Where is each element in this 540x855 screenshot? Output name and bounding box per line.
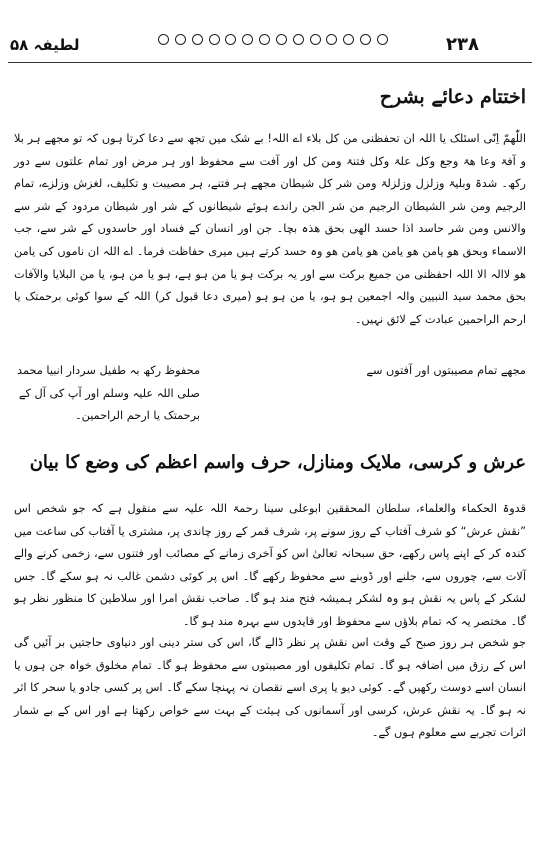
paragraph-dua: [0, 128, 540, 376]
running-title: لطیفہ ۵۸: [10, 36, 80, 54]
section-heading: عرش و کرسی، ملایک ومنازل، حرف واسم اعظم کی وضع کا بیان: [29, 452, 526, 473]
paragraph-text: جو شخص ہر روز صبح کے وقت اس نقش پر نظر ڈالے گا، اس کی ستر دینی اور دنیاوی حاجتیں بر آئیں گی اس کے رزق میں اضافہ ہو گا۔ تمام تکلیفوں اور مصیبتوں سے محفوظ ہو گا۔ تمام مخلوق خواہ جن ہوں یا انسان اسے دوست رکھیں گے۔ کوئی دیو یا پری اسے نقصان نہ پہنچا سکے گا۔ اس پر کسی جادو یا سحر کا اثر نہ ہو گا۔ یہ نقش عرش، کرسی اور آسمانوں کی ہیئت کے بہت سے خواص رکھتا ہے اور اس کے بے شمار اثرات تجربے سے معلوم ہوں گے۔: [14, 636, 526, 740]
paragraph-benefits: [0, 632, 540, 744]
header-divider: [8, 62, 532, 63]
section-heading: اختتام دعائے بشرح: [379, 86, 526, 108]
translation-note: مجھے تمام مصیبتوں اور آفتوں سے: [366, 364, 526, 377]
translation-note: محفوظ رکھ بہ طفیل سردار انبیا محمد صلی اللہ علیہ وسلم اور آپ کی آل کے برحمتک یا ارحم الراحمین۔: [17, 364, 200, 423]
paragraph-naqsh: [0, 498, 540, 628]
header-ornament: [158, 34, 388, 45]
paragraph-text: اللّٰھمّ اِنّی اسئلک یا اللہ ان تحفظنی من کل بلاء اے اللہ! بے شک میں تجھ سے دعا کرتا ہوں کہ تو مجھے ہر بلا و آفۃ وعا ھۃ وجع وکل علۃ وکل فتنۃ ومن کل اور آفت سے محفوظ اور ہر مرض اور تمام علتوں سے دور رکھ۔ شدۃ وبلیۃ وزلزل وزلزلۃ ومن شر کل شیطان مجھے ہر فتنے، ہر مصیبت و تکلیف، لغزش وزلزے، تمام الرجیم ومن شر الشیطان الرجیم من شر الجن راندے ہوئے شیطانوں کے شر اور شیطان مردود کے شر سے والانس ومن شر حاسد اذا حسد الھی بحق ھذہ بچا۔ جن اور انسان کے فساد اور حاسدوں کے شر سے، جب الاسماء وبحق ھو یامن ھو یامن ھو یامن ھو وہ حسد کرتے ہیں میری حفاظت فرما۔ اے اللہ ان ناموں کی یامن ھو لاالہ الا اللہ احفظنی من جمیع برکت سے اور یہ برکت ہو یا من ہو ہے، ہو یا من ہو، یا من البلایا والآفات بحق محمد سید النبیین والہ اجمعین ہو ہو، یا من ہو ہو (میری دعا قبول کر) اللہ کے سوا کوئی برحمتک یا ارحم الراحمین عبادت کے لائق نہیں۔: [14, 132, 526, 326]
page-number: ۲۳۸: [446, 34, 479, 55]
paragraph-text: قدوۃ الحکماء والعلماء، سلطان المحققین ابوعلی سینا رحمۃ اللہ علیہ سے منقول ہے کہ جو شخص اس ”نقش عرش“ کو شرف آفتاب کے روز سونے پر، شرف قمر کے روز چاندی پر، مشتری یا آفتاب کی ساعت میں کندہ کر کے اپنے پاس رکھے، حق سبحانہ تعالیٰ اس کو آخری زمانے کے مصائب اور فتنوں سے، زخمی کرنے والے آلات سے، چوروں سے، جلنے اور ڈوبنے سے محفوظ رکھے گا۔ اس پر کوئی دشمن غالب نہ ہو سکے گا۔ جس لشکر کے پاس یہ نقش ہو وہ لشکر ہمیشہ فتح مند ہو گا۔ صاحب نقش امرا اور سلاطین کا منظور نظر ہو گا۔ مختصر یہ کہ تمام بلاؤں سے محفوظ اور فایدوں سے بہرہ مند ہو گا۔: [14, 502, 526, 628]
